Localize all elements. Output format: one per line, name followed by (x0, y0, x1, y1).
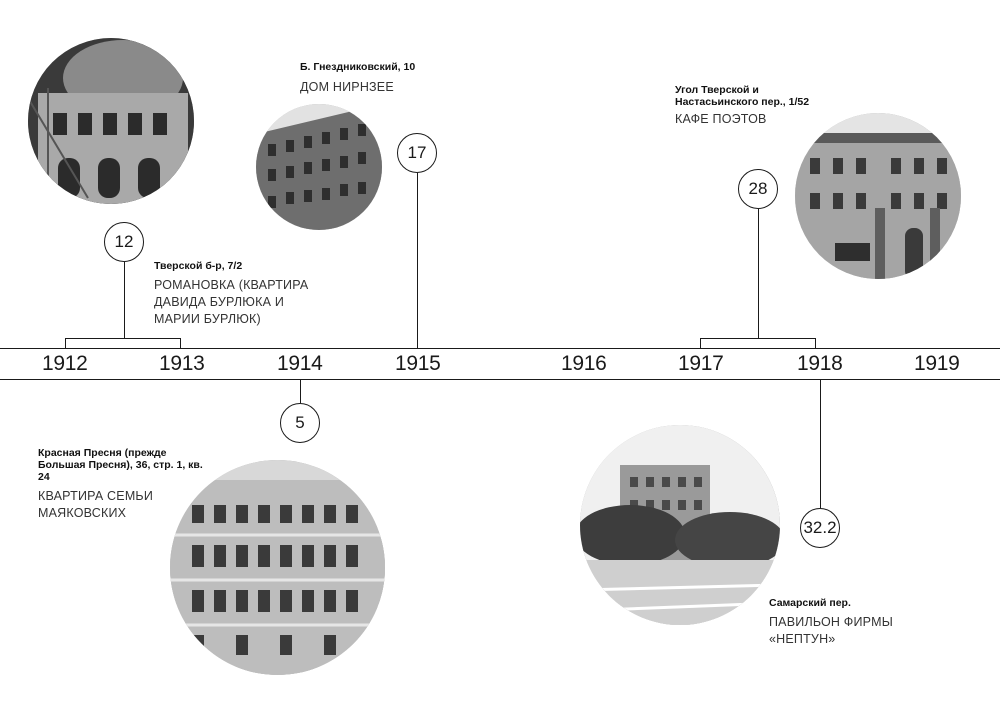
number-badge-text: 28 (748, 179, 768, 198)
bracket-line (65, 338, 66, 348)
building-photo-nirnzee (256, 104, 382, 230)
number-badge (800, 508, 840, 548)
event-title: КВАРТИРА СЕМЬИ МАЯКОВСКИХ (38, 489, 154, 520)
timeline-top-line (0, 348, 1000, 349)
year-label: 1918 (797, 352, 843, 375)
bracket-line (700, 338, 816, 339)
event-address: Тверской б-р, 7/2 (154, 260, 243, 272)
bracket-line (700, 338, 701, 348)
number-badge (280, 403, 320, 443)
number-badge-text: 17 (407, 143, 427, 162)
connector-line (124, 262, 125, 338)
year-label: 1913 (159, 352, 205, 375)
connector-line (820, 380, 821, 508)
number-badge (104, 222, 144, 262)
year-label: 1916 (561, 352, 607, 375)
event-address: Б. Гнездниковский, 10 (300, 61, 416, 73)
number-badge (738, 169, 778, 209)
connector-line (417, 173, 418, 348)
year-label: 1915 (395, 352, 441, 375)
number-badge-text: 32.2 (803, 518, 837, 537)
event-title: КАФЕ ПОЭТОВ (675, 112, 767, 126)
number-badge-text: 5 (295, 413, 305, 432)
year-label: 1914 (277, 352, 323, 375)
number-badge (397, 133, 437, 173)
bracket-line (180, 338, 181, 348)
year-label: 1919 (914, 352, 960, 375)
building-photo-neptun (580, 425, 780, 625)
building-photo-romanovka (28, 38, 194, 204)
building-photo-mayakovsky (170, 460, 385, 675)
connector-line (300, 380, 301, 403)
building-photo-cafe-poets (795, 113, 961, 279)
year-label: 1912 (42, 352, 88, 375)
connector-line (758, 209, 759, 338)
event-title: РОМАНОВКА (КВАРТИРА ДАВИДА БУРЛЮКА И МАРИИ БУРЛЮК) (154, 278, 309, 326)
timeline-bottom-line (0, 379, 1000, 380)
number-badge-text: 12 (114, 232, 134, 251)
event-address: Угол Тверской и Настасьинского пер., 1/52 (675, 84, 810, 108)
event-title: ПАВИЛЬОН ФИРМЫ «НЕПТУН» (769, 615, 893, 646)
event-address: Самарский пер. (769, 597, 851, 609)
bracket-line (65, 338, 181, 339)
year-label: 1917 (678, 352, 724, 375)
event-address: Красная Пресня (прежде Большая Пресня), 36, стр. 1, кв. 24 (38, 447, 203, 483)
bracket-line (815, 338, 816, 348)
event-title: ДОМ НИРНЗЕЕ (300, 80, 394, 94)
